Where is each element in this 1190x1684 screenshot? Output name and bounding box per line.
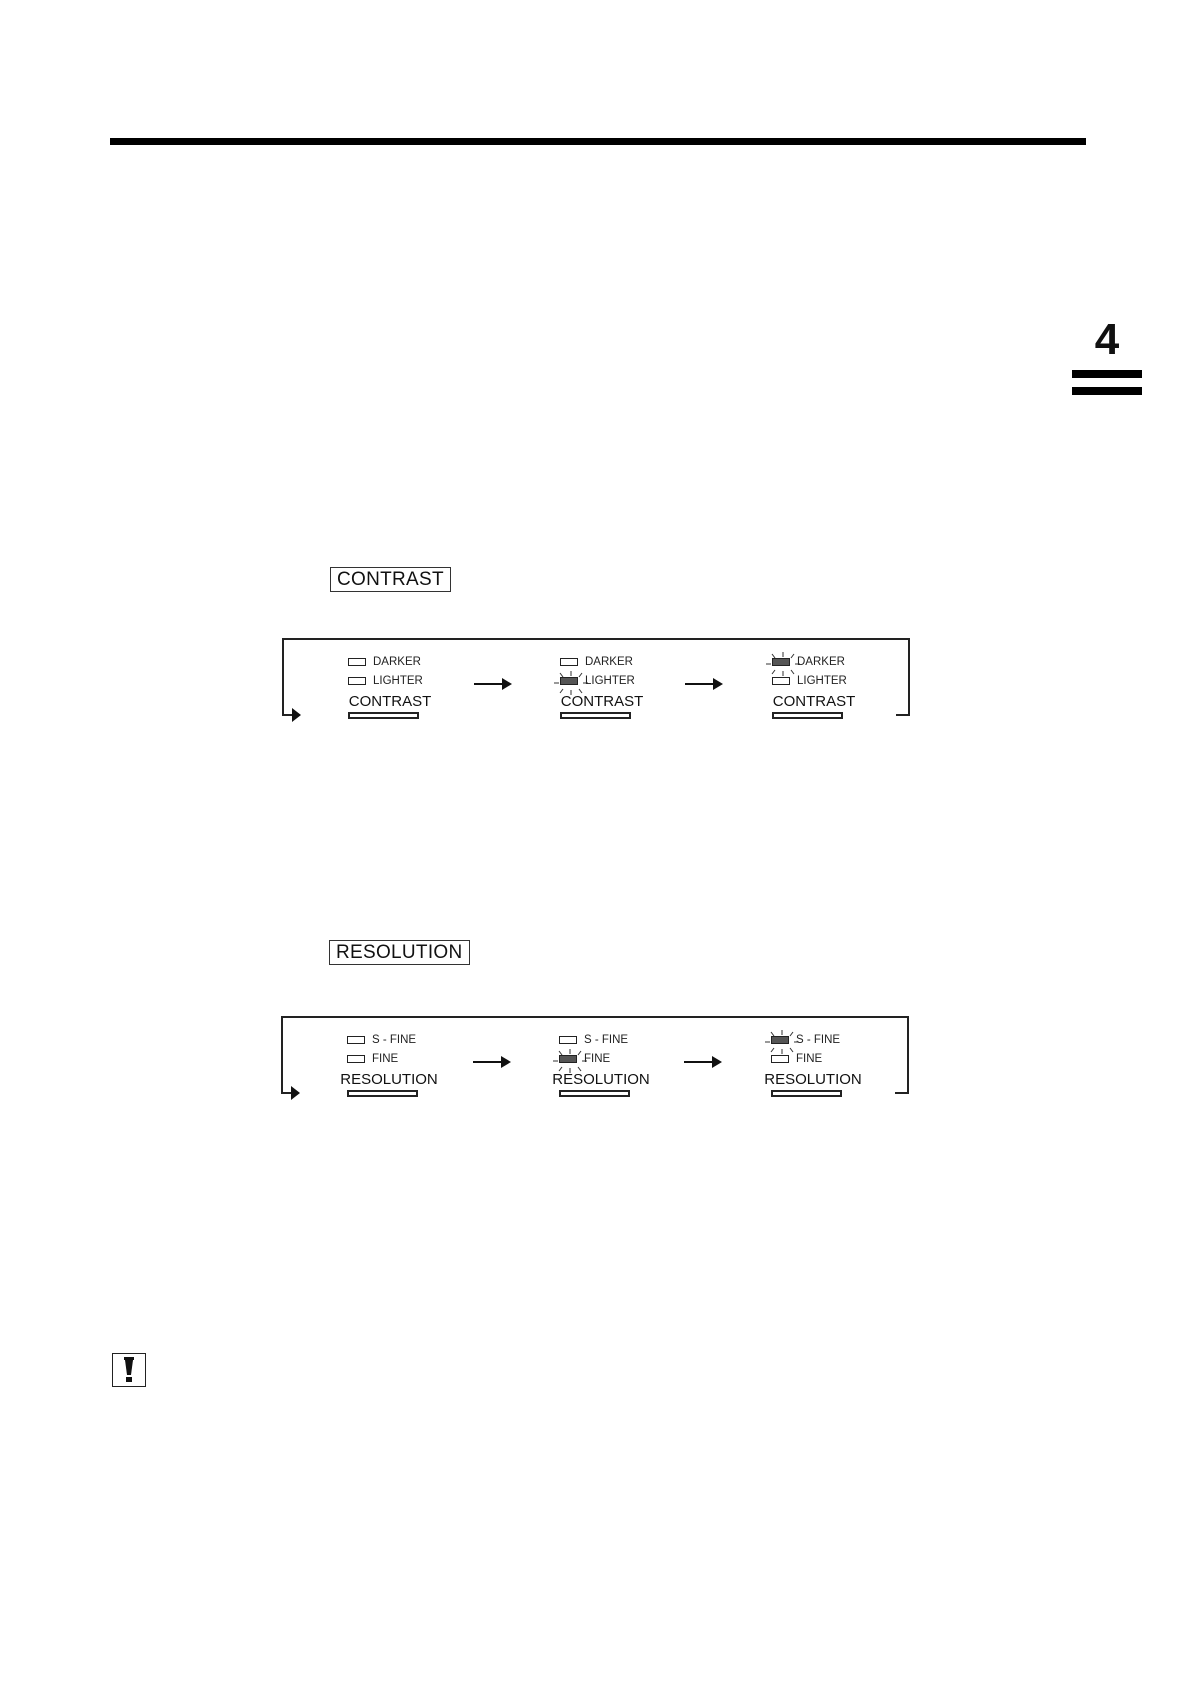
contrast-button [560, 712, 631, 719]
loop-bracket-left [281, 1016, 283, 1092]
led-row [347, 1032, 416, 1048]
led-label: FINE [796, 1053, 823, 1065]
chapter-bar [1072, 370, 1142, 378]
chapter-tab [1072, 315, 1142, 395]
led-indicator-lighter [348, 677, 366, 685]
led-indicator-lighter [772, 677, 790, 685]
led-label: FINE [584, 1053, 611, 1065]
led-label: LIGHTER [373, 675, 423, 687]
loop-bracket-top [282, 638, 909, 640]
right-arrow-icon [474, 677, 512, 691]
loop-bracket-left [282, 638, 284, 714]
contrast-cycle-diagram [282, 638, 910, 718]
button-label: RESOLUTION [552, 1071, 650, 1088]
led-indicator-darker [348, 658, 366, 666]
led-label: DARKER [373, 656, 421, 668]
led-indicator-darker [560, 658, 578, 666]
led-indicator-s-fine [559, 1036, 577, 1044]
button-label: CONTRAST [560, 693, 644, 710]
blinking-led-icon [772, 658, 790, 666]
led-indicator-s-fine [347, 1036, 365, 1044]
contrast-state-3 [764, 650, 904, 720]
chapter-bar [1072, 387, 1142, 395]
blinking-led-icon [771, 1036, 789, 1044]
led-row [772, 654, 845, 670]
blink-rays-icon [554, 671, 588, 695]
led-label: DARKER [797, 656, 845, 668]
resolution-button [559, 1090, 630, 1097]
led-row [559, 1051, 610, 1067]
loop-back-arrow-icon [292, 708, 301, 722]
resolution-state-3 [763, 1028, 903, 1098]
button-label: CONTRAST [772, 693, 856, 710]
blinking-led-icon [560, 677, 578, 685]
resolution-button [347, 1090, 418, 1097]
led-label: FINE [372, 1053, 399, 1065]
led-row [348, 673, 423, 689]
button-label: RESOLUTION [764, 1071, 862, 1088]
led-row [347, 1051, 398, 1067]
led-row [348, 654, 421, 670]
led-row [560, 654, 633, 670]
resolution-key-label: RESOLUTION [329, 940, 470, 965]
contrast-state-2 [552, 650, 692, 720]
led-label: S - FINE [796, 1034, 841, 1046]
led-label: LIGHTER [797, 675, 847, 687]
led-row [560, 673, 635, 689]
led-indicator-fine [771, 1055, 789, 1063]
resolution-state-2 [551, 1028, 691, 1098]
contrast-state-1 [340, 650, 480, 720]
led-label: S - FINE [372, 1034, 417, 1046]
led-row [771, 1051, 822, 1067]
blinking-led-icon [559, 1055, 577, 1063]
resolution-cycle-diagram [281, 1016, 909, 1096]
loop-bracket-top [281, 1016, 908, 1018]
button-label: RESOLUTION [340, 1071, 438, 1088]
loop-bracket-right [908, 638, 910, 715]
led-indicator-fine [347, 1055, 365, 1063]
right-arrow-icon [473, 1055, 511, 1069]
led-label: DARKER [585, 656, 633, 668]
exclamation-glyph-icon [121, 1356, 137, 1384]
loop-back-arrow-icon [291, 1086, 300, 1100]
header-rule [110, 138, 1086, 145]
right-arrow-icon [684, 1055, 722, 1069]
led-row [772, 673, 847, 689]
resolution-button [771, 1090, 842, 1097]
contrast-button [772, 712, 843, 719]
resolution-state-1 [339, 1028, 479, 1098]
contrast-key-label: CONTRAST [330, 567, 451, 592]
chapter-number: 4 [1094, 315, 1120, 364]
contrast-button [348, 712, 419, 719]
exclamation-note-icon [112, 1353, 146, 1387]
led-row [559, 1032, 628, 1048]
blink-rays-icon [553, 1049, 587, 1073]
right-arrow-icon [685, 677, 723, 691]
button-label: CONTRAST [348, 693, 432, 710]
led-row [771, 1032, 840, 1048]
loop-bracket-right [907, 1016, 909, 1093]
led-label: S - FINE [584, 1034, 629, 1046]
led-label: LIGHTER [585, 675, 635, 687]
